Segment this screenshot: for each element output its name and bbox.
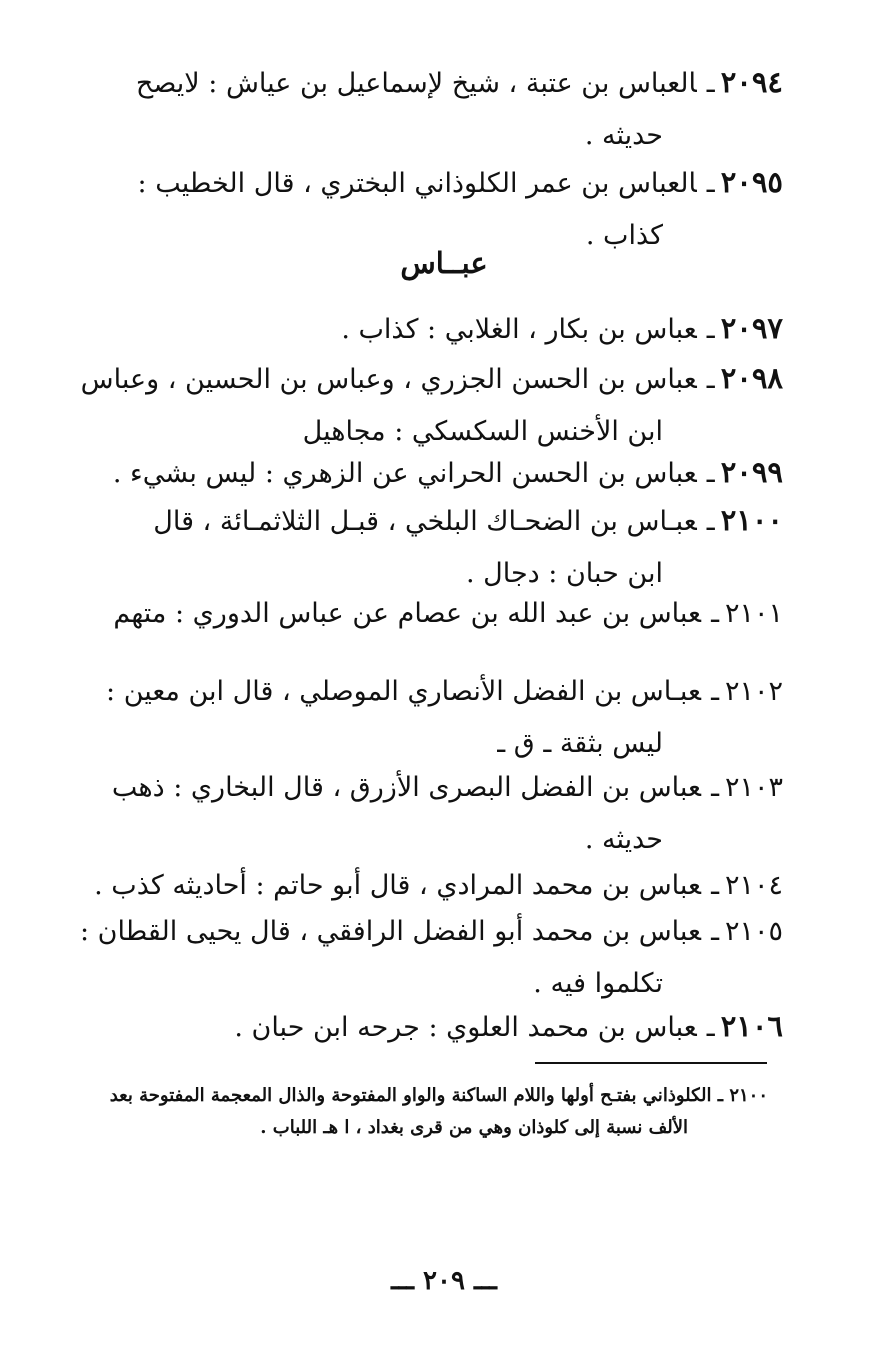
entry-2097: ٢٠٩٧ـعباس بن بكار ، الغلابي : كذاب . bbox=[96, 302, 783, 356]
entry-text: عبـاس بن الفضل الأنصاري الموصلي ، قال ابن معين : bbox=[106, 676, 702, 707]
entry-2098: ٢٠٩٨ـعباس بن الحسن الجزري ، وعباس بن الحسين ، وعباس ابن الأخنس السكسكي : مجاهيل bbox=[96, 352, 783, 458]
entry-number: ٢٠٩٧ bbox=[720, 311, 783, 345]
entry-2106: ٢١٠٦ـعباس بن محمد العلوي : جرحه ابن حبان . bbox=[96, 1000, 783, 1054]
entry-text: العباس بن عمر الكلوذاني البختري ، قال الخطيب : bbox=[137, 168, 697, 199]
entry-text: عباس بن بكار ، الغلابي : كذاب . bbox=[341, 314, 697, 345]
entry-continuation: حديثه . bbox=[584, 824, 663, 855]
entry-2095: ٢٠٩٥ـالعباس بن عمر الكلوذاني البختري ، قال الخطيب : كذاب . bbox=[96, 156, 783, 262]
entry-continuation: ابن الأخنس السكسكي : مجاهيل bbox=[302, 416, 663, 447]
entry-2094: ٢٠٩٤ـالعباس بن عتبة ، شيخ لإسماعيل بن عياش : لايصح حديثه . bbox=[96, 56, 783, 162]
section-heading: عبــاس bbox=[400, 246, 488, 280]
entry-2104: ٢١٠٤ـعباس بن محمد المرادي ، قال أبو حاتم : أحاديثه كذب . bbox=[96, 860, 783, 912]
page-number: ـــ ٢٠٩ ـــ bbox=[391, 1266, 497, 1296]
entry-text: عباس بن محمد العلوي : جرحه ابن حبان . bbox=[234, 1012, 697, 1043]
entry-number: ٢١٠١ bbox=[724, 598, 783, 629]
footnote-line: ٢١٠٠ ـ الكلوذاني بفتـح أولها واللام الساكنة والواو المفتوحة والذال المعجمة المفتوحة بعد bbox=[109, 1085, 768, 1106]
entry-number: ٢٠٩٨ bbox=[720, 361, 783, 395]
entry-2100: ٢١٠٠ـعبـاس بن الضحـاك البلخي ، قبـل الثلاثمـائة ، قال ابن حبان : دجال . bbox=[96, 494, 783, 600]
entry-number: ٢١٠٢ bbox=[724, 676, 783, 707]
entry-text: عباس بن عبد الله بن عصام عن عباس الدوري : متهم bbox=[113, 598, 702, 629]
entry-text: عبـاس بن الضحـاك البلخي ، قبـل الثلاثمـائة ، قال bbox=[153, 506, 697, 537]
entry-text: العباس بن عتبة ، شيخ لإسماعيل بن عياش : لايصح bbox=[135, 68, 697, 99]
entry-text: عباس بن الحسن الجزري ، وعباس بن الحسين ، وعباس bbox=[80, 364, 697, 395]
entry-2105: ٢١٠٥ـعباس بن محمد أبو الفضل الرافقي ، قال يحيى القطان : تكلموا فيه . bbox=[96, 906, 783, 1010]
entry-text: عباس بن محمد المرادي ، قال أبو حاتم : أحاديثه كذب . bbox=[94, 870, 702, 901]
entry-text: عباس بن الحسن الحراني عن الزهري : ليس بشيء . bbox=[112, 458, 697, 489]
entry-continuation: ليس بثقة ـ ق ـ bbox=[497, 728, 663, 759]
entry-text: عباس بن الفضل البصرى الأزرق ، قال البخاري : ذهب bbox=[111, 772, 702, 803]
entry-2102: ٢١٠٢ـعبـاس بن الفضل الأنصاري الموصلي ، قال ابن معين : ليس بثقة ـ ق ـ bbox=[96, 666, 783, 770]
entry-continuation: ابن حبان : دجال . bbox=[465, 558, 663, 589]
footnote bbox=[96, 1080, 768, 1144]
entry-2103: ٢١٠٣ـعباس بن الفضل البصرى الأزرق ، قال البخاري : ذهب حديثه . bbox=[96, 762, 783, 866]
footnote-divider bbox=[535, 1062, 767, 1064]
entry-number: ٢٠٩٩ bbox=[720, 455, 783, 489]
entry-continuation: تكلموا فيه . bbox=[533, 968, 663, 999]
entry-continuation: حديثه . bbox=[584, 120, 663, 151]
entry-2099: ٢٠٩٩ـعباس بن الحسن الحراني عن الزهري : ليس بشيء . bbox=[96, 446, 783, 500]
entry-number: ٢١٠٠ bbox=[720, 503, 783, 537]
entry-2101: ٢١٠١ـعباس بن عبد الله بن عصام عن عباس الدوري : متهم bbox=[96, 588, 783, 640]
entry-number: ٢١٠٣ bbox=[724, 772, 783, 803]
footnote-line: الألف نسبة إلى كلوذان وهي من قرى بغداد ، ا هـ اللباب . bbox=[260, 1117, 688, 1138]
entry-number: ٢٠٩٤ bbox=[720, 65, 783, 99]
entry-number: ٢٠٩٥ bbox=[720, 165, 783, 199]
entry-number: ٢١٠٦ bbox=[720, 1009, 783, 1043]
entry-number: ٢١٠٤ bbox=[724, 870, 783, 901]
entry-continuation: كذاب . bbox=[585, 220, 663, 251]
entry-number: ٢١٠٥ bbox=[724, 916, 783, 947]
entry-text: عباس بن محمد أبو الفضل الرافقي ، قال يحيى القطان : bbox=[79, 916, 702, 947]
